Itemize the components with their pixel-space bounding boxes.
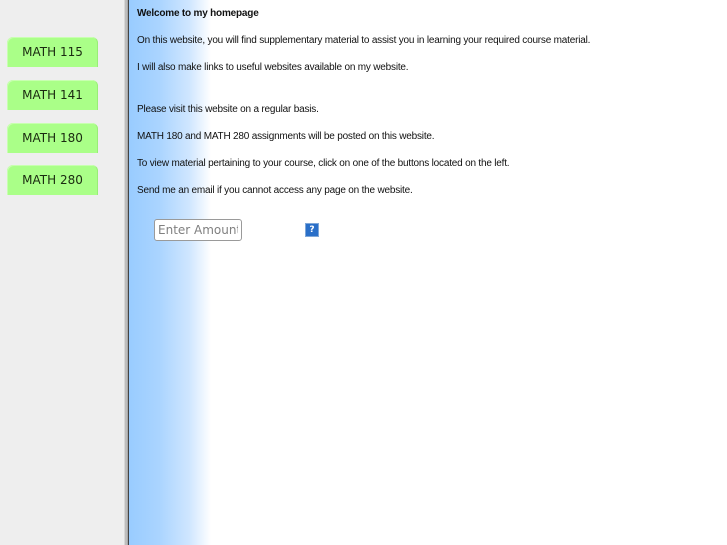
help-icon[interactable]: ? [305,223,319,237]
nav-button-math-280[interactable]: MATH 280 [7,165,98,195]
nav-button-math-141[interactable]: MATH 141 [7,80,98,110]
paragraph-intro: On this website, you will find supplementary material to assist you in learning your required course material. [137,35,591,46]
paragraph-visit: Please visit this website on a regular basis. [137,104,319,115]
nav-button-math-180[interactable]: MATH 180 [7,123,98,153]
paragraph-email: Send me an email if you cannot access any page on the website. [137,185,413,196]
main-content [129,0,727,545]
paragraph-assignments: MATH 180 and MATH 280 assignments will be posted on this website. [137,131,435,142]
sidebar [0,0,124,545]
paragraph-instructions: To view material pertaining to your course, click on one of the buttons located on the left. [137,158,510,169]
paragraph-links: I will also make links to useful websites available on my website. [137,62,409,73]
page-title: Welcome to my homepage [137,8,259,19]
amount-input[interactable] [154,219,242,241]
nav-button-math-115[interactable]: MATH 115 [7,37,98,67]
